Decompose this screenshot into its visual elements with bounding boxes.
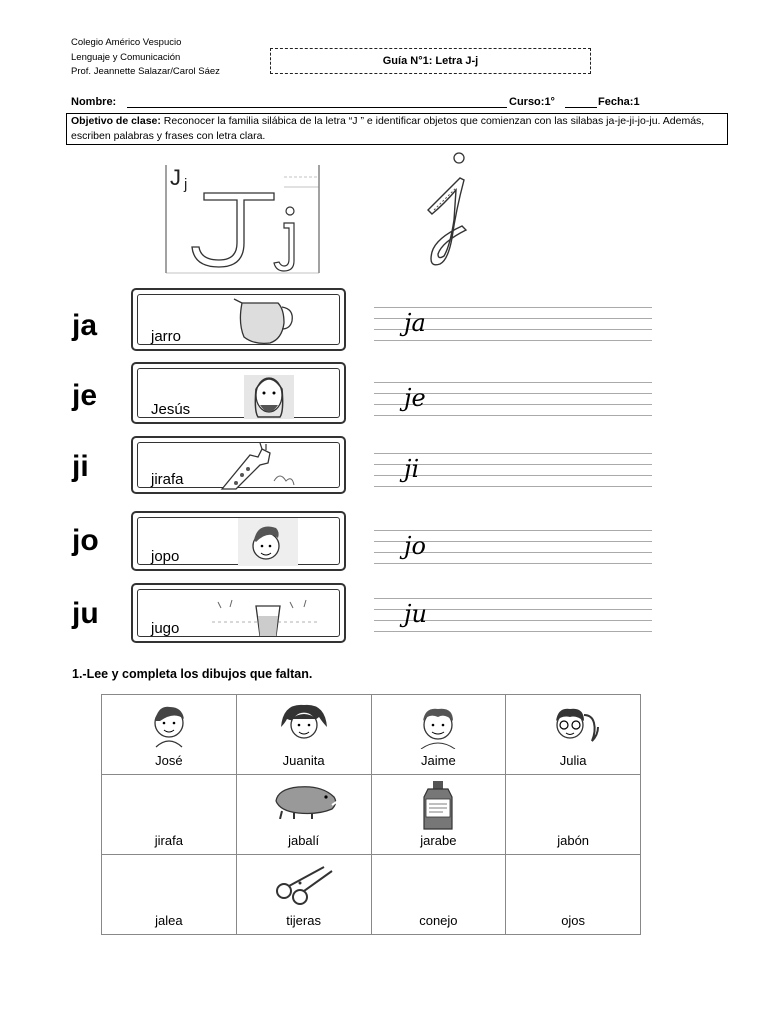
word-label: jirafa: [151, 471, 184, 488]
syllable-label: ja: [72, 309, 98, 342]
grid-row: [102, 775, 641, 855]
writing-lines[interactable]: [374, 453, 652, 487]
student-info-row: [71, 96, 731, 110]
grid-label: jabalí: [288, 833, 320, 848]
boy-face-icon: [411, 701, 465, 754]
syllable-label: ju: [72, 597, 99, 630]
course-field[interactable]: [565, 107, 597, 108]
word-card: [131, 362, 346, 424]
cursive-model: je: [404, 384, 426, 412]
cursive-letter-j-illustration: [418, 150, 478, 272]
grid-cell[interactable]: [102, 775, 237, 855]
grid-cell[interactable]: [506, 775, 641, 855]
grid-label: Jaime: [421, 753, 456, 768]
school-name: Colegio Américo Vespucio: [71, 37, 182, 48]
objective-box: [66, 113, 728, 145]
juice-glass-icon: [210, 588, 320, 645]
word-label: jarro: [151, 328, 182, 345]
date-label: Fecha:1: [598, 96, 640, 108]
activity-title: 1.-Lee y completa los dibujos que faltan.: [72, 667, 313, 681]
objective-label: Objetivo de clase:: [71, 115, 161, 127]
name-label: Nombre:: [71, 96, 117, 108]
grid-cell[interactable]: [371, 775, 506, 855]
word-card: [131, 583, 346, 643]
word-label: jugo: [151, 620, 180, 637]
writing-lines[interactable]: [374, 307, 652, 341]
pitcher-icon: [228, 293, 298, 352]
girl-face-icon: [273, 701, 335, 754]
syllable-label: ji: [72, 450, 89, 483]
word-label: Jesús: [151, 401, 191, 418]
grid-cell[interactable]: [506, 855, 641, 935]
grid-row: [102, 695, 641, 775]
print-label: J: [170, 165, 181, 190]
writing-lines[interactable]: [374, 530, 652, 564]
letter-j-tracing-icon: [164, 163, 324, 275]
grid-cell[interactable]: [236, 695, 371, 775]
grid-label: jarabe: [420, 833, 457, 848]
boar-icon: [268, 781, 340, 824]
grid-cell[interactable]: [102, 855, 237, 935]
course-label: Curso:1°: [509, 96, 555, 108]
guide-title: Guía N°1: Letra J-j: [270, 48, 591, 74]
scissors-icon: [272, 861, 336, 910]
boy-face-icon: [148, 701, 190, 754]
cursive-model: ja: [404, 309, 426, 337]
syrup-bottle-icon: [416, 781, 460, 836]
writing-lines[interactable]: [374, 382, 652, 416]
grid-label: jabón: [557, 833, 590, 848]
svg-text:j: j: [184, 176, 188, 193]
grid-cell[interactable]: [102, 695, 237, 775]
grid-row: [102, 855, 641, 935]
activity-grid: [101, 694, 641, 935]
grid-label: Julia: [559, 753, 587, 768]
grid-label: José: [155, 753, 183, 768]
subject-name: Lenguaje y Comunicación: [71, 52, 181, 63]
girl-glasses-icon: [542, 701, 604, 754]
syllable-label: jo: [72, 524, 99, 557]
cursive-model: ju: [404, 600, 427, 628]
cursive-model: jo: [404, 532, 426, 560]
word-card: [131, 511, 346, 571]
boy-quiff-icon: [238, 516, 298, 573]
grid-label: jalea: [155, 913, 183, 928]
grid-cell[interactable]: [506, 695, 641, 775]
cursive-j-tracing-icon: [418, 150, 478, 272]
grid-label: ojos: [561, 913, 586, 928]
grid-label: tijeras: [286, 913, 321, 928]
grid-cell[interactable]: [371, 855, 506, 935]
writing-lines[interactable]: [374, 598, 652, 632]
word-card: [131, 436, 346, 494]
cursive-model: ji: [404, 455, 420, 483]
grid-label: conejo: [419, 913, 458, 928]
grid-cell[interactable]: [236, 855, 371, 935]
word-card: [131, 288, 346, 351]
word-label: jopo: [151, 548, 180, 565]
giraffe-icon: [216, 441, 296, 496]
grid-label: Juanita: [282, 753, 325, 768]
grid-label: jirafa: [154, 833, 183, 848]
print-letter-j-illustration: [164, 163, 324, 275]
jesus-face-icon: [244, 367, 294, 426]
objective-text: Reconocer la familia silábica de la letra “J ” e identificar objetos que comienzan con las silabas ja-je-ji-jo-ju. Además, escriben palabras y frases con letra clara.: [71, 115, 705, 142]
syllable-label: je: [72, 379, 98, 412]
name-field[interactable]: [127, 107, 507, 108]
grid-cell[interactable]: [371, 695, 506, 775]
grid-cell[interactable]: [236, 775, 371, 855]
teacher-names: Prof. Jeannette Salazar/Carol Sáez: [71, 66, 220, 77]
